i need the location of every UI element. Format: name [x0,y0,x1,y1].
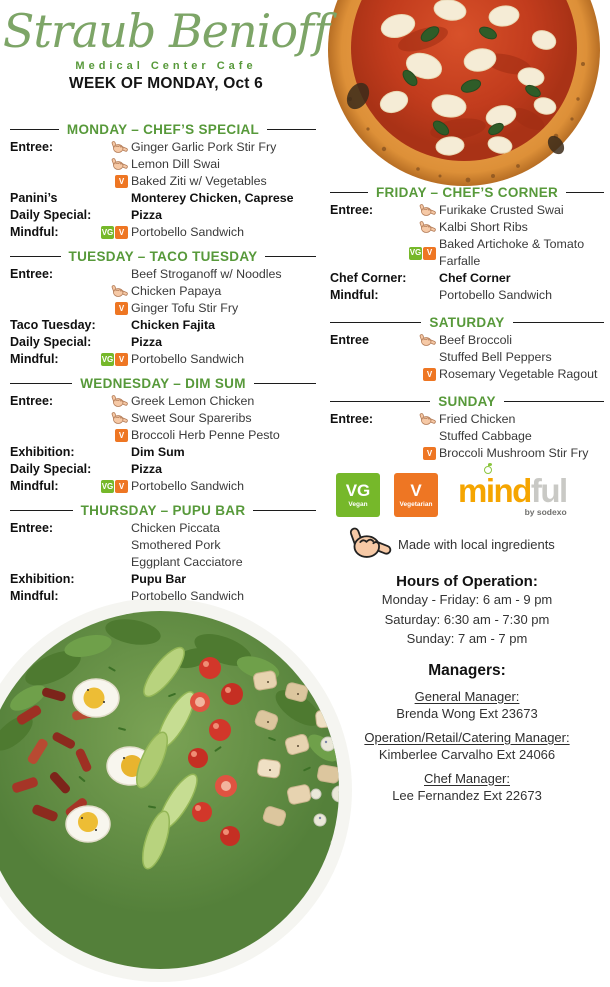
menu-item-text: Chicken Papaya [131,284,222,298]
menu-group [330,270,604,287]
manager-name: Brenda Wong Ext 23673 [396,705,538,721]
item-icons [98,412,128,425]
menu-item-text: Chef Corner [439,271,511,285]
menu-item-text: Chicken Piccata [131,521,220,535]
vegetarian-icon: V [115,175,128,188]
vegetarian-icon: V [115,226,128,239]
menu-item [98,571,316,588]
item-icons [98,480,128,493]
menu-item [98,351,316,368]
menu-item-text: Portobello Sandwich [131,589,244,603]
item-icons [408,334,436,347]
margherita-pizza-illustration [328,0,600,186]
menu-group [10,393,316,444]
day-header [330,394,604,409]
menu-item-text: Stuffed Cabbage [439,429,532,443]
header-rule [10,129,59,131]
group-items [98,139,316,190]
group-label: Entree: [10,140,54,154]
brand-script-title: Straub Benioff [2,4,330,58]
mindful-byline: by sodexo [524,506,567,517]
group-label: Mindful: [10,589,59,603]
menu-item [408,202,604,219]
day-section-thursday [10,503,316,605]
day-section-monday [10,122,316,241]
vegetarian-icon: V [423,447,436,460]
item-icons [98,285,128,298]
header [0,2,332,93]
group-items [98,266,316,317]
day-section-wednesday [10,376,316,495]
menu-item-text: Beef Broccoli [439,333,513,347]
menu-item-text: Pupu Bar [131,572,187,586]
menu-item-text: Portobello Sandwich [131,352,244,366]
menu-item [408,332,604,349]
vegan-icon: VG [101,226,114,239]
local-shaka-icon [111,141,128,154]
header-rule [504,401,604,403]
menu-item [98,334,316,351]
menu-group [10,139,316,190]
vegan-icon: VG [409,247,422,260]
menu-item-text: Portobello Sandwich [439,288,552,302]
group-label: Entree: [330,203,374,217]
item-icons [408,247,436,260]
item-icons [98,429,128,442]
menu-item-text: Baked Artichoke & Tomato Farfalle [439,237,585,268]
vegetarian-legend-badge [394,473,438,517]
vegetarian-icon: V [115,480,128,493]
menu-item [408,270,604,287]
pizza-photo [328,0,600,186]
menu-item-text: Portobello Sandwich [131,479,244,493]
menu-item [98,410,316,427]
group-label: Mindful: [10,225,59,239]
week-title: WEEK OF MONDAY, Oct 6 [69,74,263,92]
day-section-tuesday [10,249,316,368]
vegan-icon: VG [101,353,114,366]
group-items [98,224,316,241]
group-items [98,444,316,461]
manager-role: Operation/Retail/Catering Manager: [364,729,570,745]
header-rule [330,401,430,403]
menu-item [98,190,316,207]
group-label: Mindful: [10,479,59,493]
day-section-sunday [330,394,604,462]
group-items [98,571,316,588]
header-rule [10,510,73,512]
menu-item [98,207,316,224]
day-title-monday: MONDAY – CHEF’S SPECIAL [66,122,260,137]
day-title-saturday: SATURDAY [429,315,505,330]
group-label: Entree: [10,394,54,408]
menu-item [408,411,604,428]
item-icons [408,447,436,460]
group-items [98,461,316,478]
menu-item [98,156,316,173]
group-label: Mindful: [330,288,379,302]
group-items [98,588,316,605]
menu-item-text: Furikake Crusted Swai [439,203,564,217]
menu-item-text: Dim Sum [131,445,185,459]
menu-item [98,520,316,537]
menu-item-text: Rosemary Vegetable Ragout [439,367,598,381]
manager-name: Lee Fernandez Ext 22673 [392,787,542,803]
brand-subtitle: Medical Center Cafe [75,59,257,72]
header-rule [267,129,316,131]
group-label: Entree: [330,412,374,426]
local-shaka-icon [419,413,436,426]
menu-item-text: Eggplant Cacciatore [131,555,243,569]
group-items [98,478,316,495]
menu-group [10,461,316,478]
group-label: Entree: [10,521,54,535]
hours-line: Monday - Friday: 6 am - 9 pm [381,592,553,607]
day-header [10,122,316,137]
vegetarian-icon: V [115,302,128,315]
manager-role: Chef Manager: [424,770,510,786]
apple-icon [484,466,492,474]
menu-item [98,427,316,444]
menu-item-text: Beef Stroganoff w/ Noodles [131,267,282,281]
local-shaka-icon [419,204,436,217]
hours-line: Saturday: 6:30 am - 7:30 pm [384,611,550,627]
group-items [408,270,604,287]
hours-title: Hours of Operation: [396,573,538,590]
item-icons [98,226,128,239]
group-items [98,351,316,368]
day-section-saturday [330,315,604,383]
vegan-code: VG [345,480,371,500]
vegetarian-icon: V [115,353,128,366]
menu-item [98,224,316,241]
manager-role: General Manager: [414,688,520,704]
menu-item [98,444,316,461]
menu-item-text: Pizza [131,335,162,349]
item-icons [98,353,128,366]
group-items [408,287,604,304]
day-title-thursday: THURSDAY – PUPU BAR [80,503,246,518]
local-note-text: Made with local ingredients [398,536,555,552]
header-rule [513,322,604,324]
right-days-container [330,185,604,462]
menu-item [98,393,316,410]
day-title-friday: FRIDAY – CHEF’S CORNER [375,185,559,200]
group-label: Entree: [10,267,54,281]
menu-group [10,266,316,317]
vegetarian-icon: V [115,429,128,442]
hours-line: Sunday: 7 am - 7 pm [406,631,528,646]
vegetarian-icon: V [423,247,436,260]
header-rule [330,322,421,324]
menu-item [408,349,604,366]
menu-item [408,445,604,462]
header-rule [254,383,316,385]
manager-entry [330,689,604,721]
menu-group [330,202,604,270]
vegan-icon: VG [101,480,114,493]
header-rule [10,256,61,258]
group-label: Daily Special: [10,462,92,476]
item-icons [98,302,128,315]
menu-item [408,219,604,236]
group-label: Mindful: [10,352,59,366]
header-rule [253,510,316,512]
menu-item [408,366,604,383]
salad-photo [0,598,352,982]
managers-section [330,662,604,803]
local-shaka-icon [111,395,128,408]
item-icons [98,395,128,408]
header-rule [265,256,316,258]
menu-column-left [10,122,316,613]
vegetarian-icon: V [423,368,436,381]
item-icons [98,158,128,171]
mindful-logo [458,471,567,517]
menu-group [10,190,316,207]
menu-group [10,207,316,224]
vegan-legend-badge [336,473,380,517]
local-shaka-icon [419,334,436,347]
menu-item [408,236,604,270]
group-items [408,202,604,270]
vegetarian-code: V [410,480,422,500]
group-label: Panini’s [10,191,58,205]
local-ingredients-note [348,527,604,561]
menu-group [10,571,316,588]
menu-item-text: Portobello Sandwich [131,225,244,239]
menu-column-right [330,185,604,803]
diet-legend [336,473,604,517]
menu-group [330,411,604,462]
menu-item [98,588,316,605]
menu-item-text: Greek Lemon Chicken [131,394,255,408]
shaka-hand-icon [348,527,392,561]
local-shaka-icon [111,285,128,298]
hours-of-operation [330,573,604,649]
menu-item-text: Kalbi Short Ribs [439,220,528,234]
vegetarian-label: Vegetarian [399,501,433,509]
group-items [408,411,604,462]
menu-item [98,266,316,283]
day-header [330,315,604,330]
item-icons [98,175,128,188]
menu-item-text: Ginger Tofu Stir Fry [131,301,239,315]
local-shaka-icon [419,221,436,234]
header-rule [330,192,368,194]
managers-title: Managers: [428,661,506,679]
menu-item-text: Monterey Chicken, Caprese [131,191,294,205]
local-shaka-icon [111,158,128,171]
menu-item [408,428,604,445]
menu-item [98,173,316,190]
mindful-wordmark: mindful [458,471,567,509]
menu-item [98,139,316,156]
day-title-tuesday: TUESDAY – TACO TUESDAY [68,249,258,264]
group-items [98,393,316,444]
group-label: Daily Special: [10,335,92,349]
menu-item-text: Pizza [131,462,162,476]
group-label: Exhibition: [10,572,75,586]
group-items [98,334,316,351]
day-section-friday [330,185,604,304]
menu-item [408,287,604,304]
menu-item-text: Ginger Garlic Pork Stir Fry [131,140,277,154]
menu-group [10,351,316,368]
menu-item [98,537,316,554]
item-icons [408,413,436,426]
group-label: Chef Corner: [330,271,407,285]
managers-list [330,689,604,803]
menu-group [330,332,604,383]
menu-item [98,478,316,495]
header-rule [566,192,604,194]
menu-group [10,588,316,605]
manager-name: Kimberlee Carvalho Ext 24066 [378,746,556,762]
manager-entry [330,771,604,803]
cobb-salad-illustration [0,598,352,982]
menu-item-text: Broccoli Mushroom Stir Fry [439,446,589,460]
group-items [98,207,316,224]
group-items [98,190,316,207]
day-title-sunday: SUNDAY [438,394,496,409]
item-icons [98,141,128,154]
menu-item [98,283,316,300]
menu-item-text: Stuffed Bell Peppers [439,350,552,364]
group-label: Entree [330,333,369,347]
vegan-label: Vegan [348,501,368,509]
menu-group [10,334,316,351]
menu-group [10,317,316,334]
menu-item [98,300,316,317]
group-label: Exhibition: [10,445,75,459]
menu-item [98,461,316,478]
day-header [10,376,316,391]
group-label: Taco Tuesday: [10,318,96,332]
hours-lines [330,591,604,649]
day-header [10,249,316,264]
menu-item-text: Smothered Pork [131,538,221,552]
menu-item-text: Broccoli Herb Penne Pesto [131,428,280,442]
local-shaka-icon [111,412,128,425]
menu-item [98,317,316,334]
day-header [10,503,316,518]
header-rule [10,383,72,385]
menu-item-text: Baked Ziti w/ Vegetables [131,174,267,188]
menu-item-text: Pizza [131,208,162,222]
item-icons [408,368,436,381]
item-icons [408,204,436,217]
group-items [98,317,316,334]
menu-group [10,520,316,571]
menu-item-text: Fried Chicken [439,412,516,426]
menu-item-text: Lemon Dill Swai [131,157,220,171]
menu-group [330,287,604,304]
manager-entry [330,730,604,762]
day-header [330,185,604,200]
day-title-wednesday: WEDNESDAY – DIM SUM [80,376,246,391]
menu-item [98,554,316,571]
group-items [98,520,316,571]
menu-item-text: Chicken Fajita [131,318,216,332]
group-label: Daily Special: [10,208,92,222]
menu-group [10,478,316,495]
menu-group [10,444,316,461]
menu-item-text: Sweet Sour Spareribs [131,411,252,425]
menu-group [10,224,316,241]
item-icons [408,221,436,234]
group-items [408,332,604,383]
